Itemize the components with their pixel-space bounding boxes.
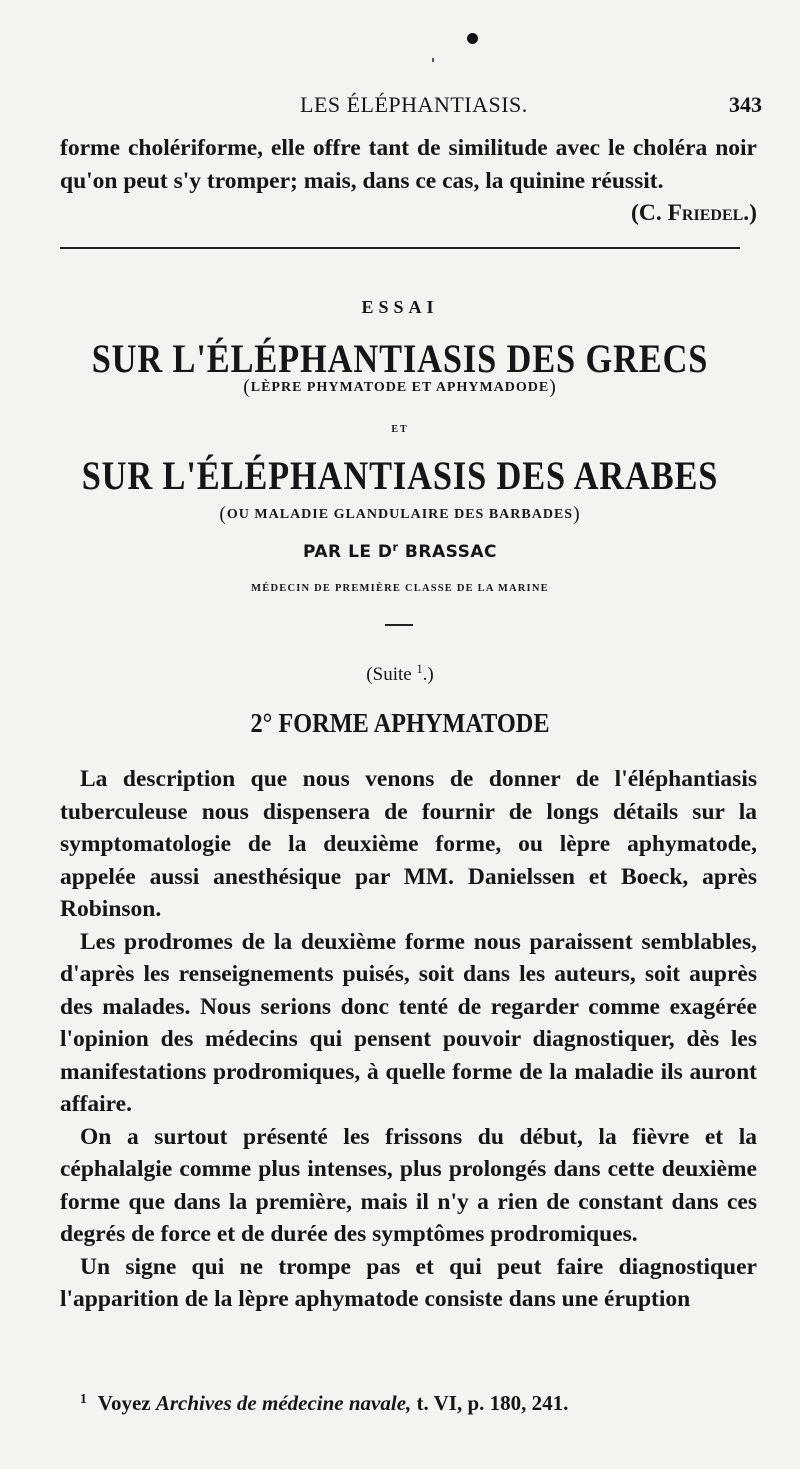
ink-spot [467, 33, 478, 44]
title-grecs: SUR L'ÉLÉPHANTIASIS DES GRECS [91, 336, 709, 381]
suite-footnote-ref: 1 [416, 662, 423, 676]
continuation-paragraph [60, 132, 757, 230]
paragraph: On a surtout présenté les frissons du début, la fièvre et la céphalalgie comme plus intenses, plus prolongés dans cette deuxième forme que dans la première, mais il n'y a rien de constant dans ces degrés de force et de durée des symptômes prodromiques. [60, 1123, 757, 1247]
running-title: LES ÉLÉPHANTIASIS. [300, 92, 528, 117]
section-divider [60, 247, 740, 249]
subtitle-grecs: (LÈPRE PHYMATODE ET APHYMADODE) [243, 377, 557, 398]
short-divider [385, 624, 413, 626]
author-line [0, 541, 800, 562]
page-number: 343 [729, 92, 762, 117]
author-role: MÉDECIN DE PREMIÈRE CLASSE DE LA MARINE [251, 583, 549, 594]
signature: (C. Friedel.) [631, 200, 757, 226]
footnote [80, 1391, 568, 1416]
footnote-ref: t. VI, p. 180, 241. [416, 1391, 569, 1415]
footnote-prefix: Voyez [97, 1391, 151, 1415]
footnote-journal: Archives de médecine navale, [155, 1391, 412, 1415]
body-text [60, 763, 757, 1316]
subtitle-arabes-text: OU MALADIE GLANDULAIRE DES BARBADES [226, 507, 574, 522]
author-sup: r [392, 541, 399, 554]
suite-note: (Suite $^1$.) [366, 662, 434, 685]
subtitle-arabes: (OU MALADIE GLANDULAIRE DES BARBADES) [219, 504, 581, 525]
page-header [0, 92, 800, 122]
subtitle-grecs-text: LÈPRE PHYMATODE ET APHYMADODE [250, 380, 550, 395]
footnote-number: 1 [80, 1391, 87, 1407]
essai-heading: ESSAI [361, 297, 439, 317]
ink-mark [432, 58, 434, 62]
title-arabes: SUR L'ÉLÉPHANTIASIS DES ARABES [81, 453, 719, 498]
author-prefix: PAR LE D [303, 542, 393, 563]
paragraph: Les prodromes de la deuxième forme nous paraissent semblables, d'après les renseignements puisés, soit dans les auteurs, soit auprès des malades. Nous serions donc tenté de regarder comme exagérée l'opinion des médecins qui pensent pouvoir diagnostiquer, dès les manifestations prodromiques, à quelle forme de la maladie ils auront affaire. [60, 928, 757, 1117]
suite-text: Suite [372, 663, 412, 685]
et-connector: ET [391, 424, 409, 435]
paragraph: La description que nous venons de donner de l'éléphantiasis tuberculeuse nous dispensera de fournir de longs détails sur la symptomatologie de la deuxième forme, ou lèpre aphymatode, appelée aussi anesthésique par MM. Danielssen et Boeck, après Robinson. [60, 766, 757, 922]
paragraph: Un signe qui ne trompe pas et qui peut faire diagnostiquer l'apparition de la lèpre aphymatode consiste dans une éruption [60, 1253, 757, 1312]
author-name: BRASSAC [404, 542, 497, 563]
continuation-text: forme cholériforme, elle offre tant de similitude avec le choléra noir qu'on peut s'y tromper; mais, dans ce cas, la quinine réussit. [60, 135, 757, 194]
section-heading: 2° FORME APHYMATODE [250, 708, 550, 738]
